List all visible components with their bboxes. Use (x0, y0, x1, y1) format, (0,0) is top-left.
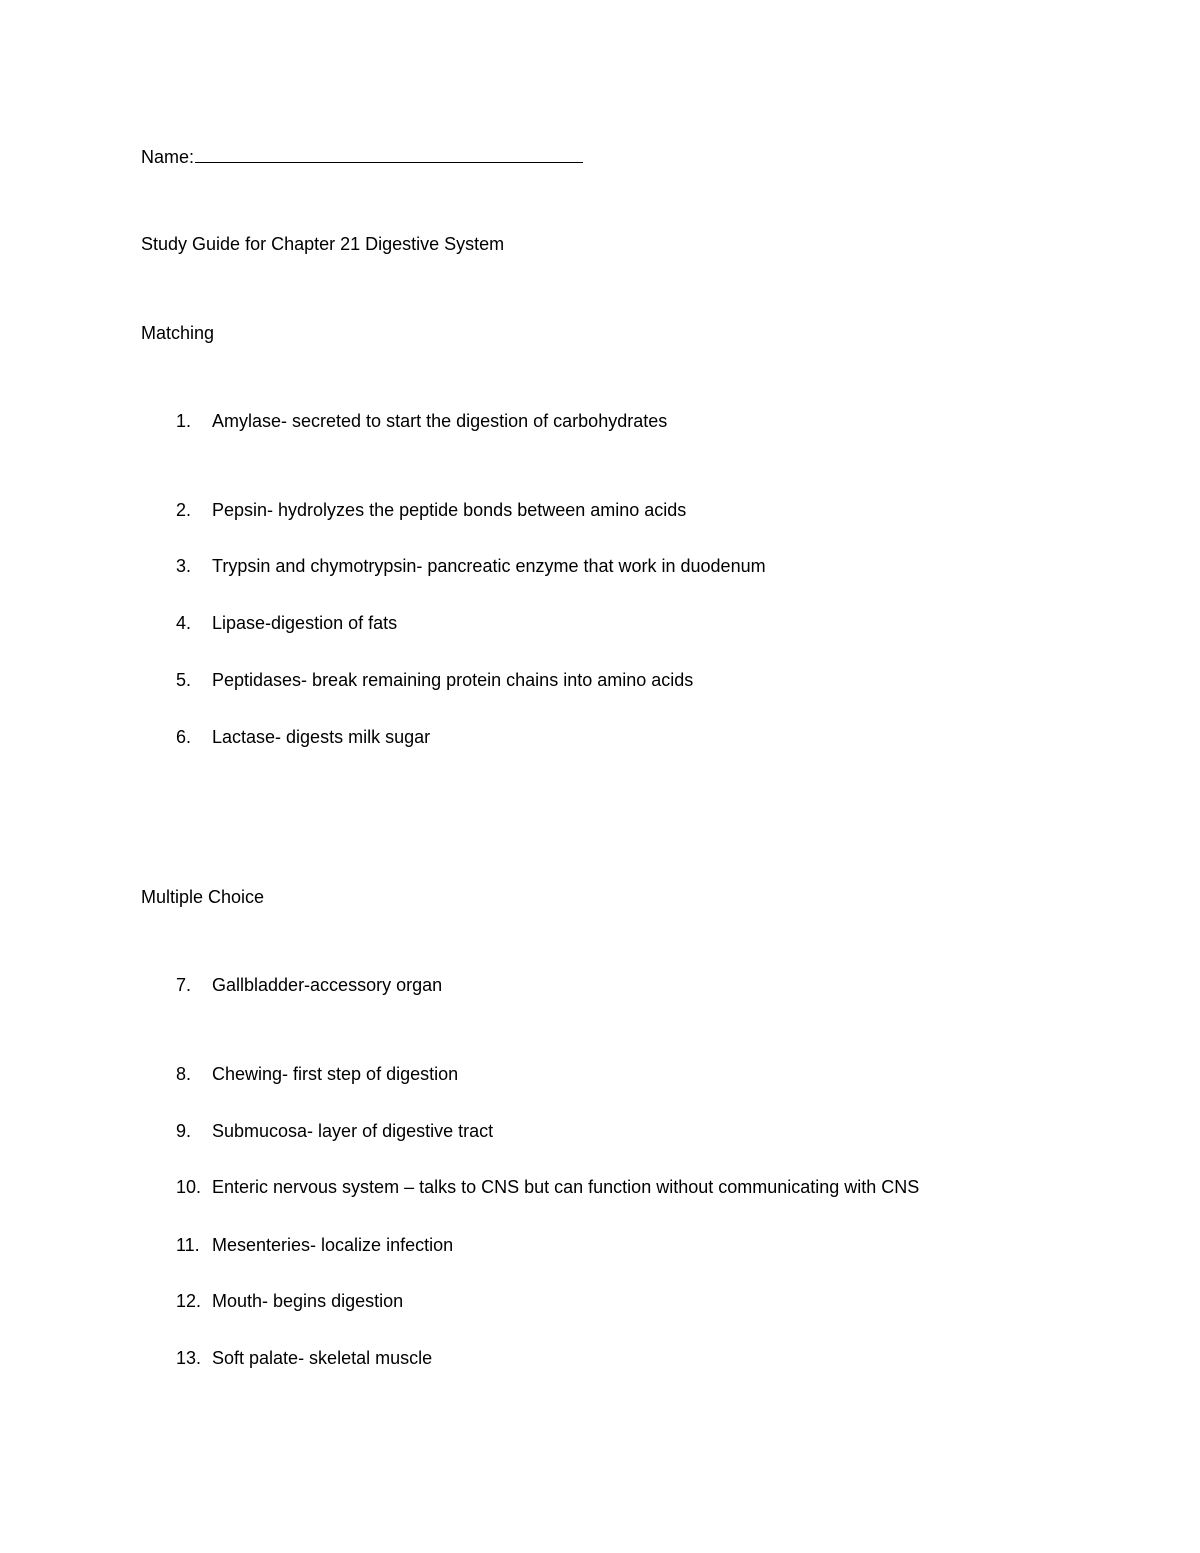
name-label: Name: (141, 147, 195, 167)
item-number: 2. (176, 500, 192, 520)
item-number: 11. (176, 1235, 200, 1255)
item-text: Lactase- digests milk sugar (212, 727, 431, 747)
list-item (176, 409, 667, 433)
item-number: 12. (176, 1291, 202, 1311)
name-blank-line (195, 146, 583, 163)
section-heading-multiple-choice: Multiple Choice (141, 887, 265, 907)
item-number: 10. (176, 1177, 202, 1197)
list-item (176, 1289, 403, 1313)
item-number: 5. (176, 670, 192, 690)
item-text: Submucosa- layer of digestive tract (212, 1121, 494, 1141)
item-text: Soft palate- skeletal muscle (212, 1348, 433, 1368)
item-text: Amylase- secreted to start the digestion of carbohydrates (212, 411, 668, 431)
list-item (176, 1175, 919, 1199)
list-item (176, 668, 693, 692)
item-number: 13. (176, 1348, 202, 1368)
item-text: Pepsin- hydrolyzes the peptide bonds between amino acids (212, 500, 687, 520)
item-text: Peptidases- break remaining protein chains into amino acids (212, 670, 694, 690)
item-text: Mouth- begins digestion (212, 1291, 404, 1311)
item-text: Trypsin and chymotrypsin- pancreatic enzyme that work in duodenum (212, 556, 766, 576)
list-item (176, 1233, 453, 1257)
list-item (176, 498, 686, 522)
name-field-row (141, 145, 583, 169)
item-text: Mesenteries- localize infection (212, 1235, 454, 1255)
item-number: 1. (176, 411, 192, 431)
item-text: Gallbladder-accessory organ (212, 975, 443, 995)
list-item (176, 725, 430, 749)
item-number: 8. (176, 1064, 192, 1084)
section-heading-matching: Matching (141, 323, 215, 343)
list-item (176, 1119, 493, 1143)
list-item (176, 1346, 432, 1370)
item-text: Lipase-digestion of fats (212, 613, 398, 633)
item-number: 7. (176, 975, 192, 995)
item-text: Chewing- first step of digestion (212, 1064, 459, 1084)
list-item (176, 973, 442, 997)
list-item (176, 611, 397, 635)
item-text: Enteric nervous system – talks to CNS but can function without communicating with CNS (212, 1177, 920, 1197)
list-item (176, 1062, 458, 1086)
document-title: Study Guide for Chapter 21 Digestive System (141, 234, 505, 254)
item-number: 3. (176, 556, 192, 576)
item-number: 9. (176, 1121, 192, 1141)
list-item (176, 554, 766, 578)
item-number: 4. (176, 613, 192, 633)
item-number: 6. (176, 727, 192, 747)
